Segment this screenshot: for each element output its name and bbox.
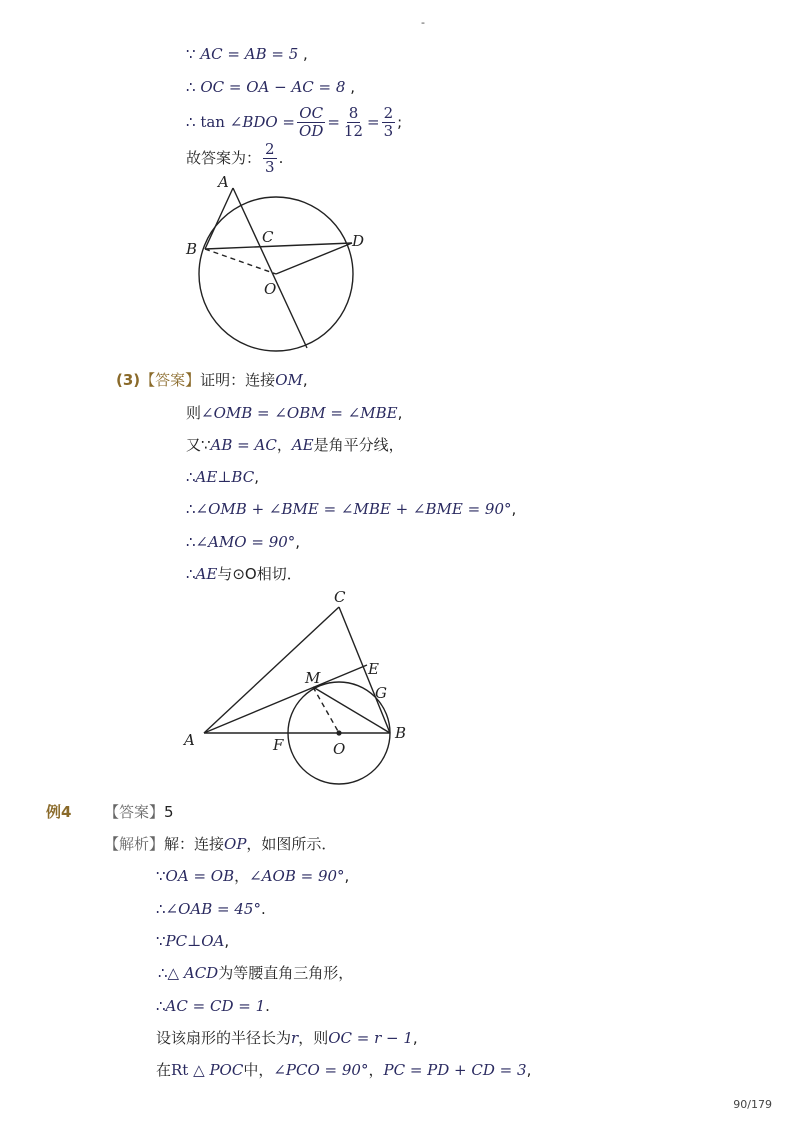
label-f: F <box>273 736 284 754</box>
part2-line-4: 故答案为： $\frac{2}{3}$ . <box>186 139 284 176</box>
line-m-o-dashed <box>313 687 339 733</box>
label-c: C <box>334 588 346 606</box>
label-c: C <box>262 228 274 246</box>
answer-tag: 【答案】 <box>140 371 201 389</box>
example-4-line-3: ∵PC⊥OA, <box>156 932 230 950</box>
example-4-line-2: ∴∠OAB = 45°. <box>156 900 266 918</box>
label-m: M <box>305 669 321 687</box>
example-4-label: 例4 <box>46 803 72 821</box>
example-4-line-6: 设该扇形的半径长为r，则OC = r − 1, <box>156 1029 418 1047</box>
part3-number: (3) <box>116 371 141 389</box>
label-b: B <box>186 240 198 258</box>
part3-line-6: ∴AE与⊙O相切． <box>186 565 302 583</box>
label-o: O <box>333 740 346 758</box>
example-4-analysis-line-0: 【解析】解：连接OP，如图所示． <box>104 835 337 853</box>
figure-2-tangent-diagram <box>180 585 420 790</box>
example-4-line-5: ∴AC = CD = 1. <box>156 997 270 1015</box>
line-c-b <box>339 607 390 733</box>
label-d: D <box>352 232 365 250</box>
figure-1-circle-diagram <box>180 172 370 362</box>
part2-line-2: ∴ OC = OA − AC = 8 , <box>186 78 355 96</box>
label-a: A <box>184 731 195 749</box>
part3-line-4: ∴∠OMB + ∠BME = ∠MBE + ∠BME = 90°, <box>186 500 517 518</box>
part3-line-1: 则∠OMB = ∠OBM = ∠MBE, <box>186 404 403 422</box>
example-4-line-7: 在Rt △ POC中，∠PCO = 90°，PC = PD + CD = 3, <box>156 1061 532 1079</box>
part3-line-5: ∴∠AMO = 90°, <box>186 533 301 551</box>
line-a-e <box>204 665 367 733</box>
part3-line-0: (3)【答案】证明：连接OM, <box>116 371 308 389</box>
label-a: A <box>218 173 229 191</box>
part3-line-2: 又∵AB = AC，AE是角平分线， <box>186 436 404 454</box>
label-e: E <box>368 660 379 678</box>
line-b-d <box>205 243 352 249</box>
fraction-answer: $\frac{2}{3}$ <box>265 139 275 176</box>
example-4-line-4: ∴△ ACD为等腰直角三角形， <box>158 964 354 982</box>
fraction-oc-od: $\frac{OC}{OD}$ <box>299 103 324 140</box>
fraction-2-3: $\frac{2}{3}$ <box>383 103 394 140</box>
example-4-line-1: ∵OA = OB，∠AOB = 90°, <box>156 867 350 885</box>
part2-line-3: ∴ tan ∠BDO = $\frac{OC}{OD}$ = $\frac{8}{12}$ = $\frac{2}{3}$ ; <box>186 103 403 140</box>
example-4-answer: 【答案】5 <box>104 803 174 821</box>
label-g: G <box>375 684 387 702</box>
fraction-8-12: $\frac{8}{12}$ <box>343 103 364 140</box>
page-number: 90/179 <box>733 1098 772 1111</box>
label-o: O <box>264 280 277 298</box>
line-a-o-extension <box>233 188 307 348</box>
label-b: B <box>395 724 407 742</box>
line-o-d <box>276 243 352 274</box>
part2-line-1: ∵ AC = AB = 5 , <box>186 45 308 63</box>
center-point-o <box>336 730 341 735</box>
line-b-o-dashed <box>205 249 276 274</box>
header-dash: - <box>421 16 425 29</box>
line-a-b <box>205 188 233 249</box>
part3-line-3: ∴AE⊥BC, <box>186 468 259 486</box>
